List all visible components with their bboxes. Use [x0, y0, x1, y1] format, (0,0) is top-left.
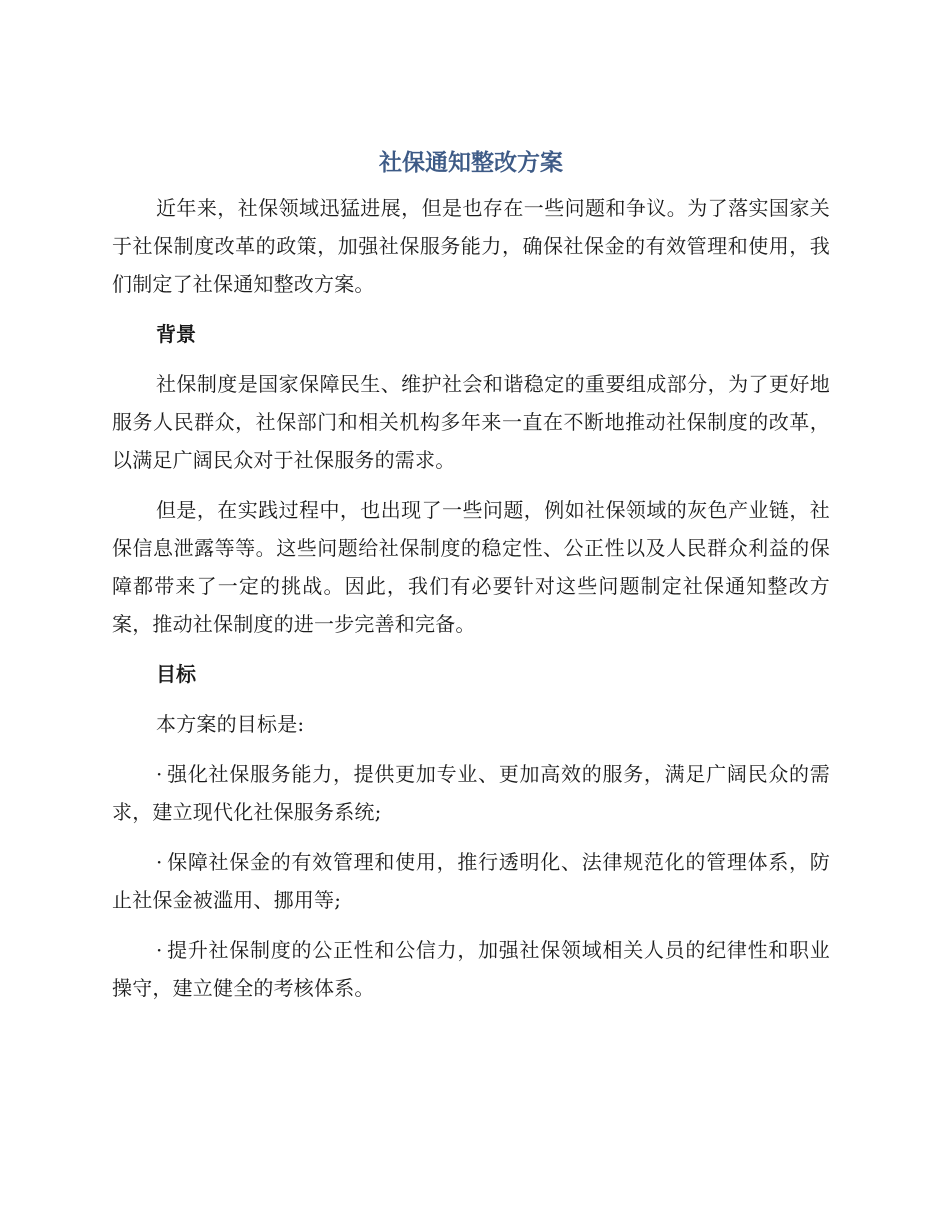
goal-list-item	[112, 755, 830, 831]
goals-intro: 本方案的目标是:	[156, 712, 305, 736]
background-paragraph-2: 但是，在实践过程中，也出现了一些问题，例如社保领域的灰色产业链，社保信息泄露等等。这些问题给社保制度的稳定性、公正性以及人民群众利益的保障都带来了一定的挑战。因此，我们有必要针对这些问题制定社保通知整改方案，推动社保制度的进一步完善和完备。	[112, 498, 830, 636]
background-paragraph-1: 社保制度是国家保障民生、维护社会和谐稳定的重要组成部分，为了更好地服务人民群众，社保部门和相关机构多年来一直在不断地推动社保制度的改革，以满足广阔民众对于社保服务的需求。	[112, 372, 830, 472]
goal-list-item	[112, 843, 830, 919]
section-heading-background: 背景	[156, 322, 196, 346]
bullet-icon: ·	[156, 938, 163, 962]
goal-text: 强化社保服务能力，提供更加专业、更加高效的服务，满足广阔民众的需求，建立现代化社保服务系统;	[112, 762, 830, 824]
intro-paragraph: 近年来，社保领域迅猛进展，但是也存在一些问题和争议。为了落实国家关于社保制度改革的政策，加强社保服务能力，确保社保金的有效管理和使用，我们制定了社保通知整改方案。	[112, 196, 830, 296]
goal-list-item	[112, 931, 830, 1007]
document-title: 社保通知整改方案	[379, 150, 563, 176]
document-page	[112, 145, 830, 1007]
goal-text: 提升社保制度的公正性和公信力，加强社保领域相关人员的纪律性和职业操守，建立健全的考核体系。	[112, 938, 830, 1000]
bullet-icon: ·	[156, 762, 163, 786]
goal-text: 保障社保金的有效管理和使用，推行透明化、法律规范化的管理体系，防止社保金被滥用、挪用等;	[112, 850, 830, 912]
bullet-icon: ·	[156, 850, 163, 874]
section-heading-goals: 目标	[156, 662, 196, 686]
